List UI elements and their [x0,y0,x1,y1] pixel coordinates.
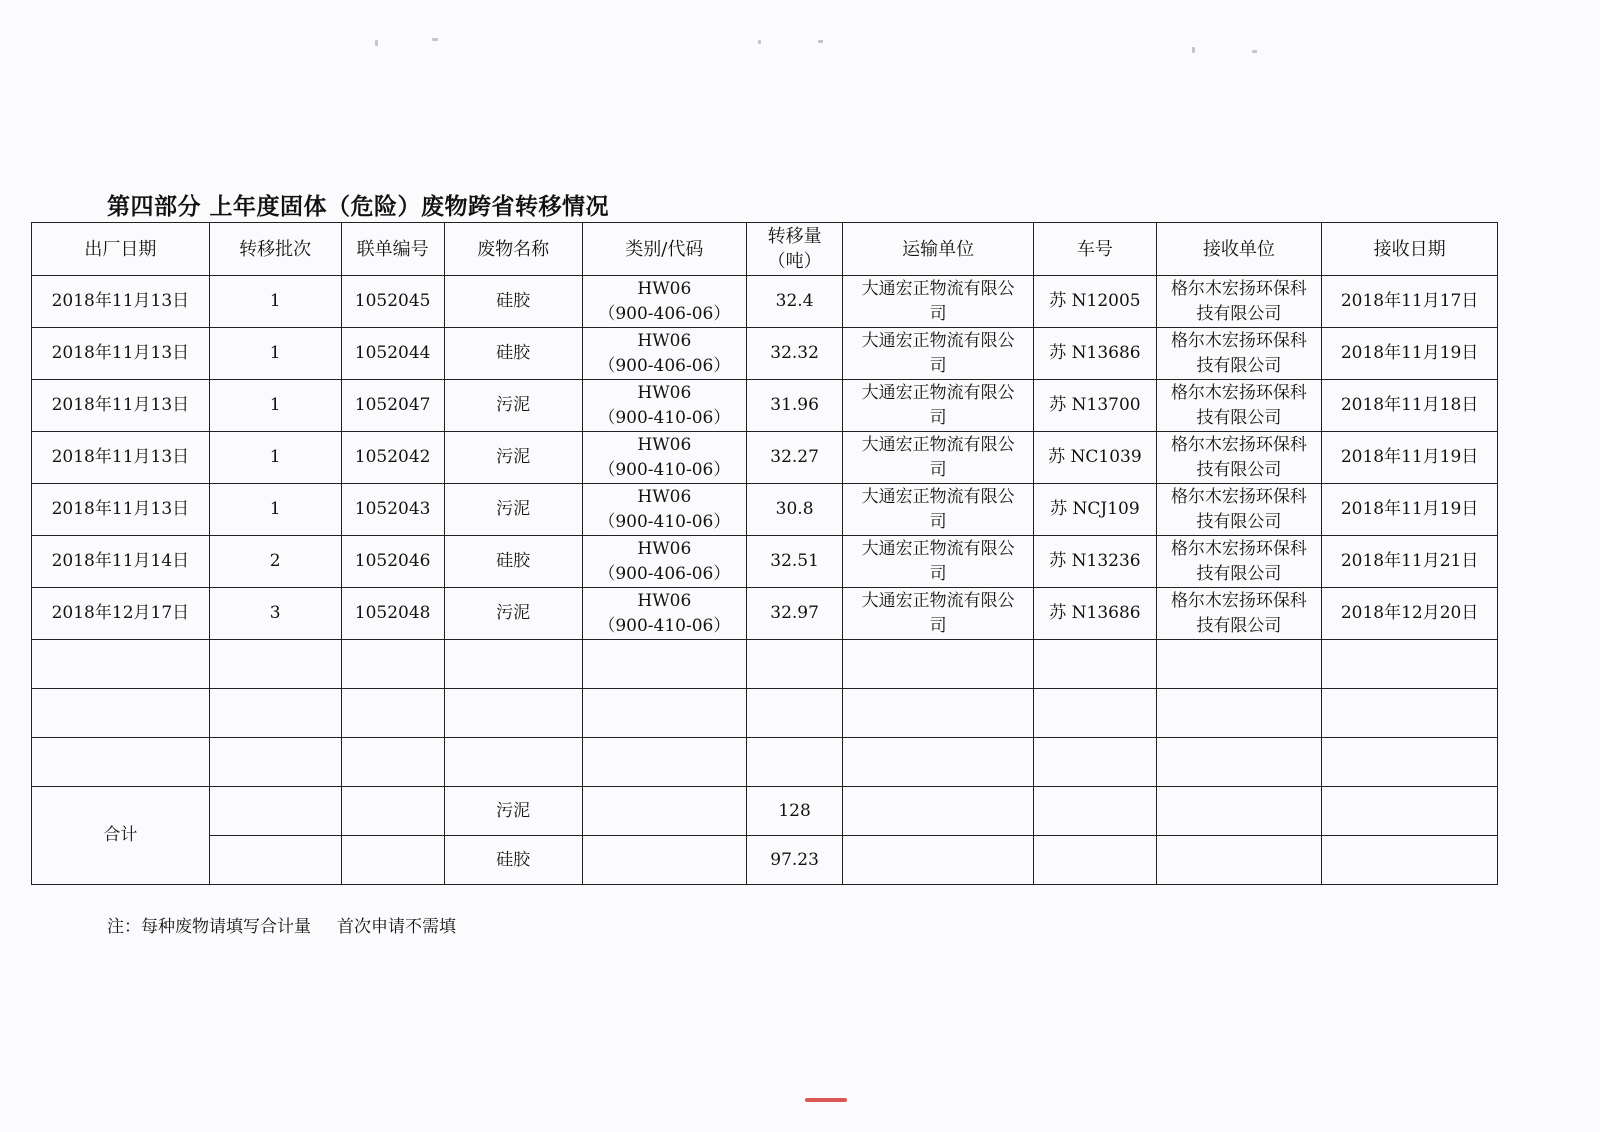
manifest-cell [341,432,444,484]
table-row [32,328,1498,380]
category-code-cell [582,276,746,328]
receiver-cell [1156,328,1321,380]
receiver-line-1: 格尔木宏扬环保科 [1170,486,1307,507]
manifest-cell [341,588,444,640]
waste-name-cell [444,484,582,536]
quantity-cell [747,432,843,484]
carrier-line-1: 大通宏正物流有限公 [861,486,1015,507]
receiver-line-1: 格尔木宏扬环保科 [1170,434,1307,455]
batch-number: 1 [269,343,281,363]
carrier-line-2: 司 [929,303,947,324]
receiver-cell [1156,484,1321,536]
header-plate: 车号 [1034,223,1157,276]
batch-number: 1 [269,395,281,415]
header-receiver: 接收单位 [1156,223,1321,276]
receiver-line-1: 格尔木宏扬环保科 [1170,590,1307,611]
carrier-cell [843,276,1034,328]
quantity-cell [747,536,843,588]
plate-cell [1034,328,1157,380]
category-subcode: （900-410-06） [598,459,731,480]
header-quantity [747,223,843,276]
table-row [32,276,1498,328]
receiver-cell [1156,536,1321,588]
header-carrier: 运输单位 [843,223,1034,276]
table-row [32,484,1498,536]
carrier-cell [843,328,1034,380]
ship-date: 2018年11月13日 [51,343,190,363]
carrier-cell [843,536,1034,588]
category-subcode: （900-406-06） [598,303,731,324]
batch-number: 2 [269,551,281,571]
receiver-line-2: 技有限公司 [1196,511,1282,532]
quantity-cell [747,484,843,536]
receiver-line-2: 技有限公司 [1196,407,1282,428]
manifest-number: 1052044 [354,343,431,363]
footnote-first-apply: 首次申请不需填 [337,917,456,937]
waste-name: 硅胶 [496,343,531,363]
category-code-cell [582,380,746,432]
receiver-cell [1156,432,1321,484]
header-row [32,223,1498,276]
ship-date: 2018年11月13日 [51,447,190,467]
receive-date-cell [1322,380,1498,432]
carrier-line-1: 大通宏正物流有限公 [861,278,1015,299]
batch-number: 1 [269,447,281,467]
manifest-cell [341,380,444,432]
vehicle-plate: 苏 N13700 [1049,395,1141,415]
receive-date: 2018年11月19日 [1340,343,1479,363]
receive-date-cell [1322,588,1498,640]
category-subcode: （900-410-06） [598,407,731,428]
header-waste-name: 废物名称 [444,223,582,276]
vehicle-plate: 苏 NC1039 [1048,447,1142,467]
category-code-cell [582,432,746,484]
receiver-line-1: 格尔木宏扬环保科 [1170,330,1307,351]
footnote [107,912,456,937]
receive-date: 2018年11月18日 [1340,395,1479,415]
waste-name-cell [444,588,582,640]
transfer-table [31,222,1498,885]
receiver-line-1: 格尔木宏扬环保科 [1170,538,1307,559]
waste-name: 硅胶 [496,551,531,571]
batch-cell [209,432,341,484]
table-row [32,380,1498,432]
plate-cell [1034,536,1157,588]
waste-name: 污泥 [496,447,531,467]
batch-cell [209,328,341,380]
manifest-number: 1052047 [354,395,431,415]
category-subcode: （900-406-06） [598,355,731,376]
carrier-cell [843,432,1034,484]
carrier-line-1: 大通宏正物流有限公 [861,382,1015,403]
category-code: HW06 [637,486,692,507]
ship-date: 2018年12月17日 [51,603,190,623]
manifest-cell [341,484,444,536]
quantity: 32.97 [770,603,819,623]
receive-date: 2018年11月21日 [1340,551,1479,571]
header-batch: 转移批次 [209,223,341,276]
receiver-line-2: 技有限公司 [1196,615,1282,636]
table-row [32,536,1498,588]
carrier-line-2: 司 [929,459,947,480]
receiver-cell [1156,588,1321,640]
empty-row [32,640,1498,689]
carrier-line-1: 大通宏正物流有限公 [861,538,1015,559]
quantity-cell [747,276,843,328]
waste-name-cell [444,380,582,432]
empty-row [32,689,1498,738]
waste-name-cell [444,328,582,380]
table-body [32,276,1498,885]
manifest-cell [341,536,444,588]
category-code: HW06 [637,330,692,351]
manifest-number: 1052046 [354,551,431,571]
category-code-cell [582,484,746,536]
carrier-line-2: 司 [929,355,947,376]
quantity: 32.51 [770,551,819,571]
total-label: 合计 [32,787,210,885]
ship-date-cell [32,380,210,432]
footnote-fill-total: 注：每种废物请填写合计量 [107,917,311,937]
ship-date: 2018年11月13日 [51,395,190,415]
plate-cell [1034,484,1157,536]
receive-date-cell [1322,536,1498,588]
batch-number: 1 [269,291,281,311]
plate-cell [1034,588,1157,640]
header-quantity-label: 转移量 [767,226,822,247]
ship-date-cell [32,588,210,640]
vehicle-plate: 苏 N12005 [1049,291,1141,311]
receiver-line-2: 技有限公司 [1196,303,1282,324]
header-manifest-no: 联单编号 [341,223,444,276]
ship-date: 2018年11月14日 [51,551,190,571]
header-ship-date: 出厂日期 [32,223,210,276]
receive-date-cell [1322,432,1498,484]
total-waste-name: 污泥 [444,787,582,836]
carrier-line-2: 司 [929,407,947,428]
category-subcode: （900-410-06） [598,511,731,532]
waste-name: 硅胶 [496,291,531,311]
receive-date: 2018年11月19日 [1340,499,1479,519]
receiver-line-1: 格尔木宏扬环保科 [1170,278,1307,299]
category-code: HW06 [637,278,692,299]
receive-date: 2018年11月17日 [1340,291,1479,311]
waste-name: 污泥 [496,603,531,623]
vehicle-plate: 苏 N13686 [1049,603,1141,623]
batch-cell [209,484,341,536]
red-ink-mark [805,1098,847,1102]
manifest-number: 1052048 [354,603,431,623]
receive-date: 2018年11月19日 [1340,447,1479,467]
manifest-number: 1052045 [354,291,431,311]
carrier-line-1: 大通宏正物流有限公 [861,590,1015,611]
category-code: HW06 [637,590,692,611]
category-code: HW06 [637,538,692,559]
ship-date-cell [32,484,210,536]
ship-date-cell [32,536,210,588]
batch-number: 3 [269,603,281,623]
total-quantity: 128 [747,787,843,836]
receive-date-cell [1322,276,1498,328]
manifest-cell [341,328,444,380]
header-category-code: 类别/代码 [582,223,746,276]
category-code-cell [582,328,746,380]
carrier-cell [843,588,1034,640]
header-quantity-unit: （吨） [767,251,822,272]
vehicle-plate: 苏 N13236 [1049,551,1141,571]
header-receive-date: 接收日期 [1322,223,1498,276]
category-code: HW06 [637,434,692,455]
quantity: 30.8 [775,499,814,519]
batch-cell [209,588,341,640]
receiver-cell [1156,380,1321,432]
carrier-line-1: 大通宏正物流有限公 [861,434,1015,455]
category-code-cell [582,536,746,588]
waste-name: 污泥 [496,395,531,415]
batch-cell [209,536,341,588]
waste-name-cell [444,432,582,484]
quantity: 32.27 [770,447,819,467]
category-subcode: （900-406-06） [598,563,731,584]
plate-cell [1034,380,1157,432]
manifest-number: 1052042 [354,447,431,467]
total-row-silica [32,836,1498,885]
carrier-line-2: 司 [929,563,947,584]
category-subcode: （900-410-06） [598,615,731,636]
total-row-sludge [32,787,1498,836]
batch-cell [209,380,341,432]
receiver-cell [1156,276,1321,328]
quantity: 32.4 [775,291,814,311]
ship-date: 2018年11月13日 [51,499,190,519]
plate-cell [1034,276,1157,328]
ship-date: 2018年11月13日 [51,291,190,311]
ship-date-cell [32,432,210,484]
category-code-cell [582,588,746,640]
receiver-line-2: 技有限公司 [1196,459,1282,480]
table-row [32,432,1498,484]
quantity: 31.96 [770,395,819,415]
table-row [32,588,1498,640]
quantity-cell [747,328,843,380]
vehicle-plate: 苏 NCJ109 [1050,499,1140,519]
carrier-cell [843,380,1034,432]
quantity: 32.32 [770,343,819,363]
waste-name-cell [444,276,582,328]
waste-name-cell [444,536,582,588]
batch-cell [209,276,341,328]
page-title: 第四部分 上年度固体（危险）废物跨省转移情况 [107,194,610,220]
receive-date-cell [1322,484,1498,536]
vehicle-plate: 苏 N13686 [1049,343,1141,363]
batch-number: 1 [269,499,281,519]
category-code: HW06 [637,382,692,403]
carrier-line-2: 司 [929,615,947,636]
total-quantity: 97.23 [747,836,843,885]
carrier-line-1: 大通宏正物流有限公 [861,330,1015,351]
total-waste-name: 硅胶 [444,836,582,885]
receive-date-cell [1322,328,1498,380]
ship-date-cell [32,328,210,380]
plate-cell [1034,432,1157,484]
quantity-cell [747,380,843,432]
manifest-cell [341,276,444,328]
quantity-cell [747,588,843,640]
receiver-line-1: 格尔木宏扬环保科 [1170,382,1307,403]
carrier-line-2: 司 [929,511,947,532]
receiver-line-2: 技有限公司 [1196,563,1282,584]
carrier-cell [843,484,1034,536]
receiver-line-2: 技有限公司 [1196,355,1282,376]
empty-row [32,738,1498,787]
ship-date-cell [32,276,210,328]
waste-name: 污泥 [496,499,531,519]
manifest-number: 1052043 [354,499,431,519]
receive-date: 2018年12月20日 [1340,603,1479,623]
